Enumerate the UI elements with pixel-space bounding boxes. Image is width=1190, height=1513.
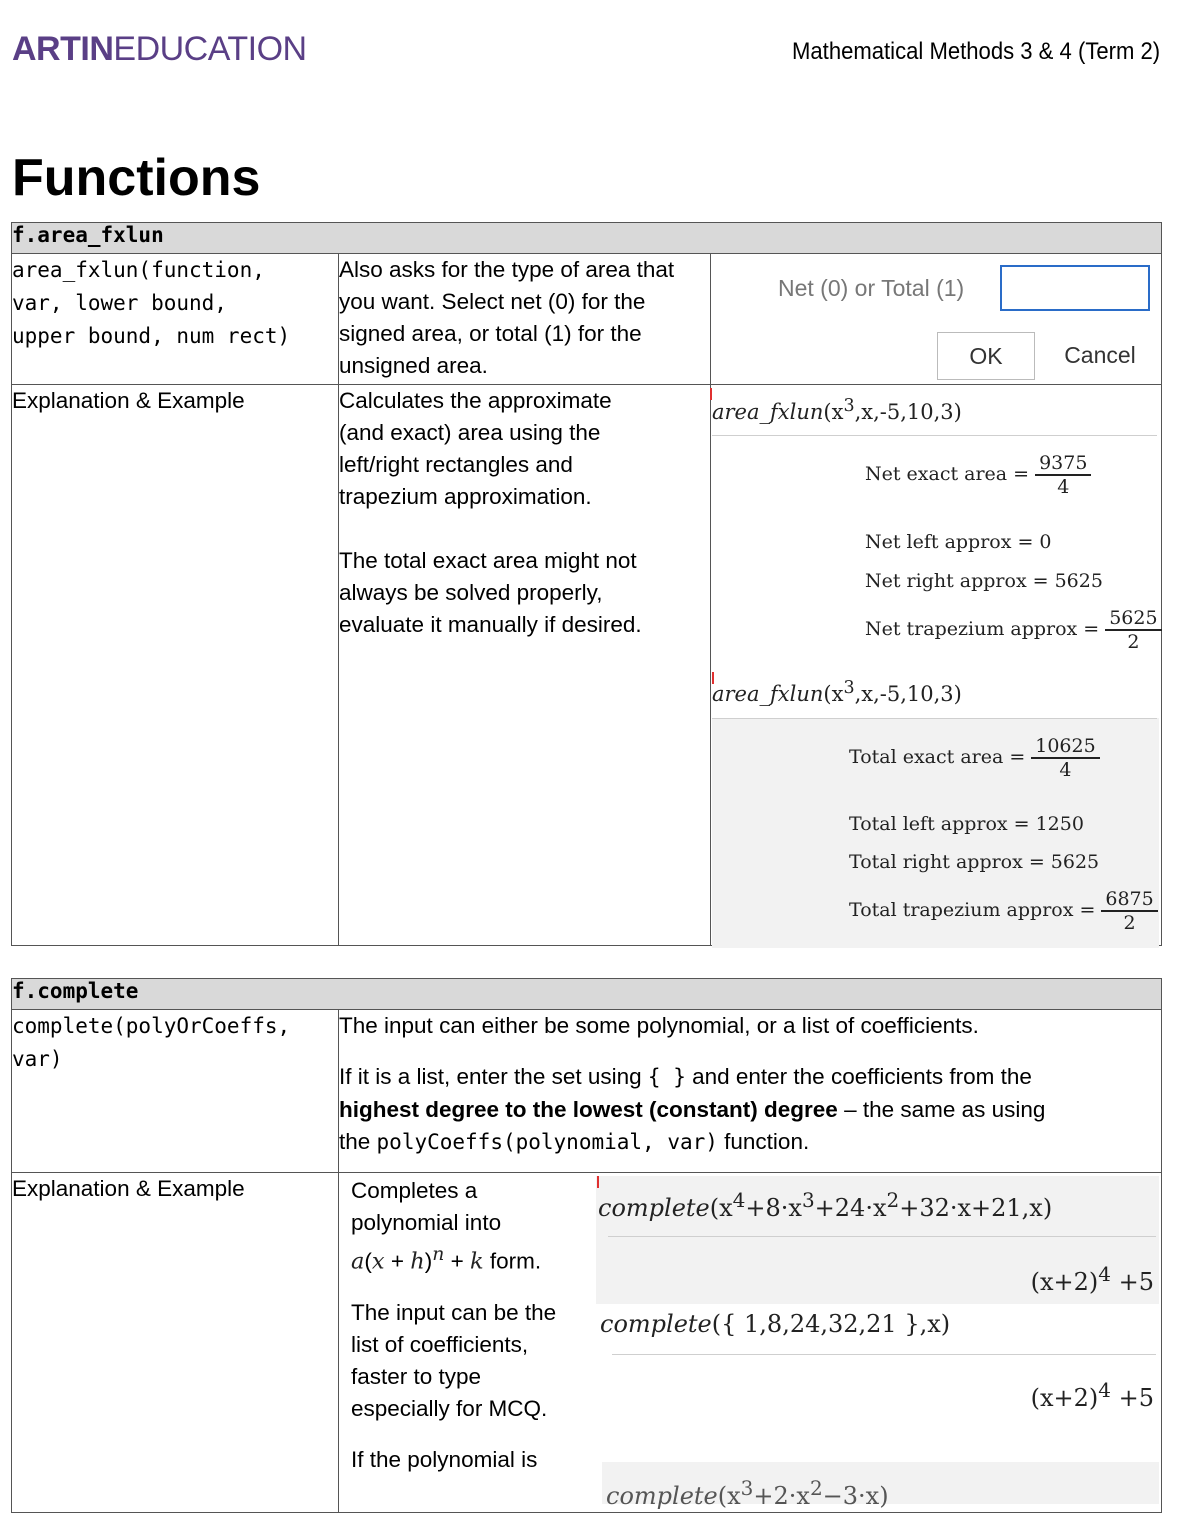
net-right-approx: Net right approx = 5625 [865, 570, 1103, 592]
course-title: Mathematical Methods 3 & 4 (Term 2) [791, 38, 1160, 65]
total-trapezium-approx: Total trapezium approx = $\frac{6875}{2}$ [849, 888, 1158, 934]
ok-button[interactable]: OK [937, 332, 1035, 380]
cas-cursor [597, 1176, 599, 1188]
function-description: Also asks for the type of area that you want. Select net (0) for the signed area, or total (1) for the unsigned area. [339, 254, 711, 385]
explain-label: Explanation & Example [12, 1173, 339, 1513]
explain-label: Explanation & Example [12, 385, 339, 946]
function-signature: complete(polyOrCoeffs, var) [12, 1010, 339, 1173]
cas-input-total: $area\_fxlun(x^3,x,-5,10,3)$ [712, 678, 962, 706]
cas-divider [612, 1354, 1156, 1355]
net-left-approx: Net left approx = 0 [865, 531, 1052, 553]
cas-input-list: complete({ 1,8,24,32,21 },x) [600, 1310, 951, 1338]
cas-divider [608, 1236, 1156, 1237]
net-total-input[interactable] [1000, 265, 1150, 311]
total-exact-area: Total exact area = $\frac{10625}{4}$ [849, 735, 1100, 781]
cas-result-2: $(x+2)^4 +5$ [1030, 1378, 1154, 1412]
function-signature: area_fxlun(function, var, lower bound, upper bound, num rect) [12, 254, 339, 385]
cancel-button[interactable]: Cancel [1064, 342, 1136, 368]
cas-divider [712, 718, 1157, 719]
brand-logo [12, 30, 307, 69]
function-description: The input can either be some polynomial, or a list of coefficients. If it is a list, enter the set using { } and enter the coefficients from the highest degree to the lowest (constant) degree – the same as using the polyCoeffs(polynomial, var) function. [339, 1010, 1162, 1173]
total-right-approx: Total right approx = 5625 [849, 851, 1100, 873]
cas-input-net: $area\_fxlun(x^3,x,-5,10,3)$ [712, 396, 962, 424]
total-left-approx: Total left approx = 1250 [849, 813, 1084, 835]
net-total-label: Net (0) or Total (1) [778, 275, 965, 301]
brand-name-light: EDUCATION [113, 30, 307, 68]
cas-input-partial: $complete(x^3+2\cdot x^2-3\cdot x)$ [606, 1476, 889, 1510]
explain-text: Calculates the approximate (and exact) area using the left/right rectangles and trapezium approximation. The total exact area might not always be solved properly, evaluate it manually if desired. [339, 385, 711, 946]
cas-result-1: $(x+2)^4 +5$ [1030, 1262, 1154, 1296]
explain-text: Completes a polynomial into $a(x + h)^n + k$ form. The input can be the list of coefficients, faster to type especially for MCQ. If the polynomial is [351, 1178, 557, 1472]
net-exact-area: Net exact area = $\frac{9375}{4}$ [865, 452, 1091, 498]
page-title: Functions [12, 149, 261, 207]
net-trapezium-approx: Net trapezium approx = $\frac{5625}{2}$ [865, 607, 1162, 653]
cas-divider [712, 435, 1157, 436]
cas-input-polynomial: $complete(x^4+8\cdot x^3+24\cdot x^2+32\cdot x+21,x)$ [598, 1188, 1053, 1222]
function-name-header: f.complete [12, 979, 1162, 1010]
brand-name-bold: ARTIN [12, 30, 114, 68]
function-name-header: f.area_fxlun [12, 223, 1162, 254]
